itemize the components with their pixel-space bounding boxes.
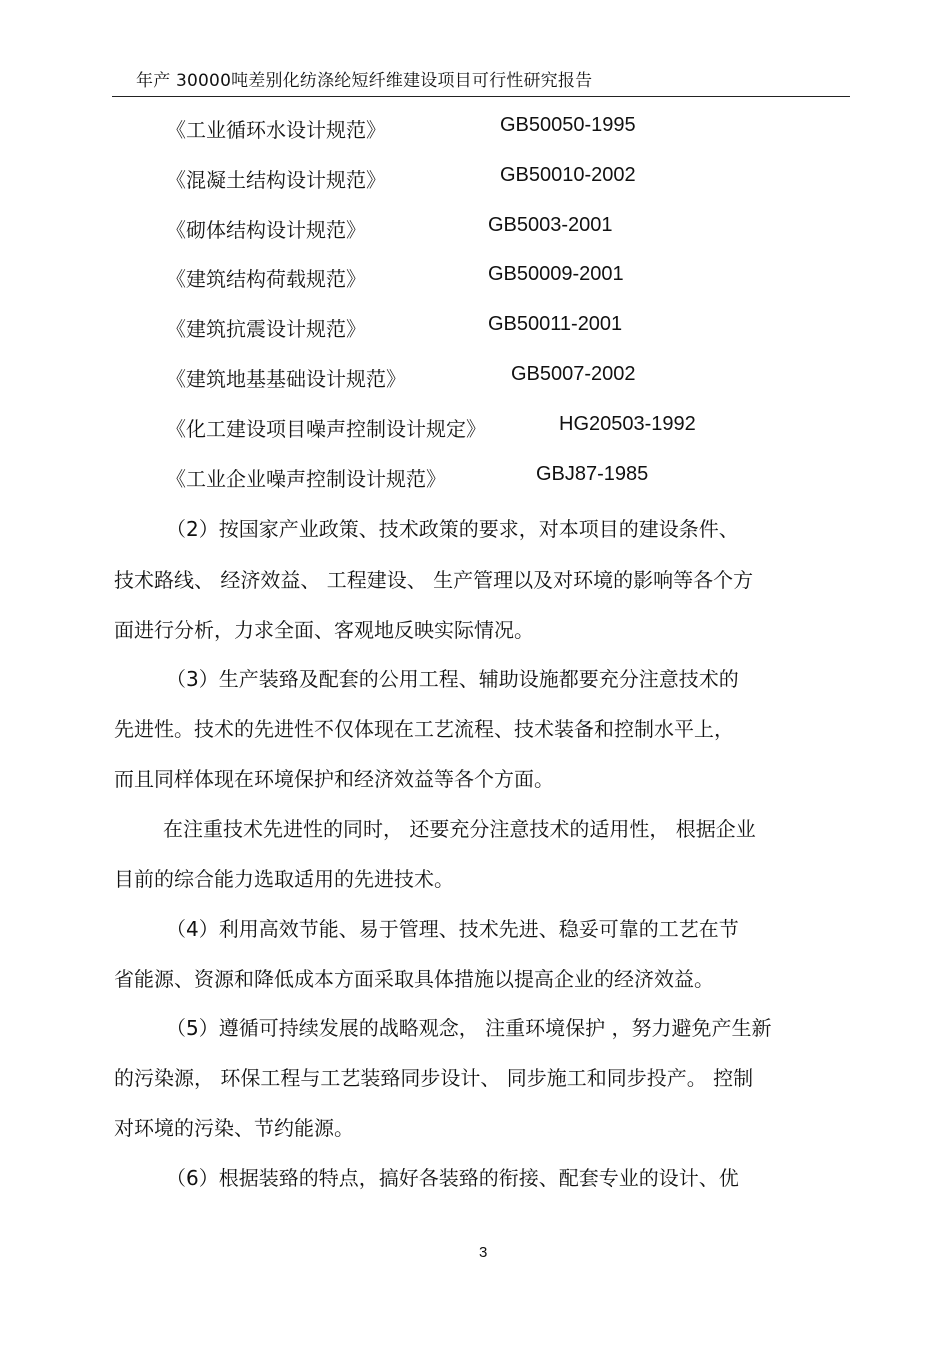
- page-header-title: 年产 30000吨差别化纺涤纶短纤维建设项目可行性研究报告: [136, 71, 593, 91]
- paragraph-line: 面进行分析，力求全面、客观地反映实际情况。: [114, 618, 534, 642]
- paragraph-line: （4）利用高效节能、易于管理、技术先进、稳妥可靠的工艺在节: [166, 917, 739, 941]
- standard-name: 《砌体结构设计规范》: [166, 218, 366, 242]
- standard-code: GB5007-2002: [511, 363, 636, 385]
- header-divider: [112, 96, 850, 97]
- paragraph-line: （2）按国家产业政策、技术政策的要求，对本项目的建设条件、: [166, 517, 739, 541]
- paragraph-line: 而且同样体现在环境保护和经济效益等各个方面。: [114, 767, 554, 791]
- paragraph-line: 先进性。技术的先进性不仅体现在工艺流程、技术装备和控制水平上，: [114, 717, 734, 741]
- paragraph-line: 在注重技术先进性的同时， 还要充分注意技术的适用性， 根据企业: [163, 817, 756, 841]
- standard-name: 《化工建设项目噪声控制设计规定》: [166, 417, 486, 441]
- paragraph-line: （3）生产装臵及配套的公用工程、辅助设施都要充分注意技术的: [166, 667, 739, 691]
- standard-code: GBJ87-1985: [536, 463, 649, 485]
- standard-name: 《建筑抗震设计规范》: [166, 317, 366, 341]
- paragraph-line: 技术路线、 经济效益、 工程建设、 生产管理以及对环境的影响等各个方: [114, 568, 754, 592]
- page-number: 3: [479, 1244, 488, 1261]
- standard-code: GB50010-2002: [500, 164, 636, 186]
- paragraph-line: 的污染源， 环保工程与工艺装臵同步设计、 同步施工和同步投产。 控制: [114, 1066, 754, 1090]
- standard-name: 《建筑结构荷载规范》: [166, 267, 366, 291]
- paragraph-line: 目前的综合能力选取适用的先进技术。: [114, 867, 454, 891]
- standard-code: GB50009-2001: [488, 263, 624, 285]
- standard-name: 《建筑地基基础设计规范》: [166, 367, 406, 391]
- paragraph-line: 省能源、资源和降低成本方面采取具体措施以提高企业的经济效益。: [114, 967, 714, 991]
- standard-code: GB50011-2001: [488, 313, 623, 335]
- standard-name: 《工业循环水设计规范》: [166, 118, 386, 142]
- standard-code: GB50050-1995: [500, 114, 636, 136]
- paragraph-line: 对环境的污染、节约能源。: [114, 1116, 354, 1140]
- standard-name: 《混凝土结构设计规范》: [166, 168, 386, 192]
- standard-code: HG20503-1992: [559, 413, 696, 435]
- standard-name: 《工业企业噪声控制设计规范》: [166, 467, 446, 491]
- paragraph-line: （6）根据装臵的特点，搞好各装臵的衔接、配套专业的设计、优: [166, 1166, 739, 1190]
- paragraph-line: （5）遵循可持续发展的战略观念， 注重环境保护 ，努力避免产生新: [166, 1016, 772, 1040]
- standard-code: GB5003-2001: [488, 214, 613, 236]
